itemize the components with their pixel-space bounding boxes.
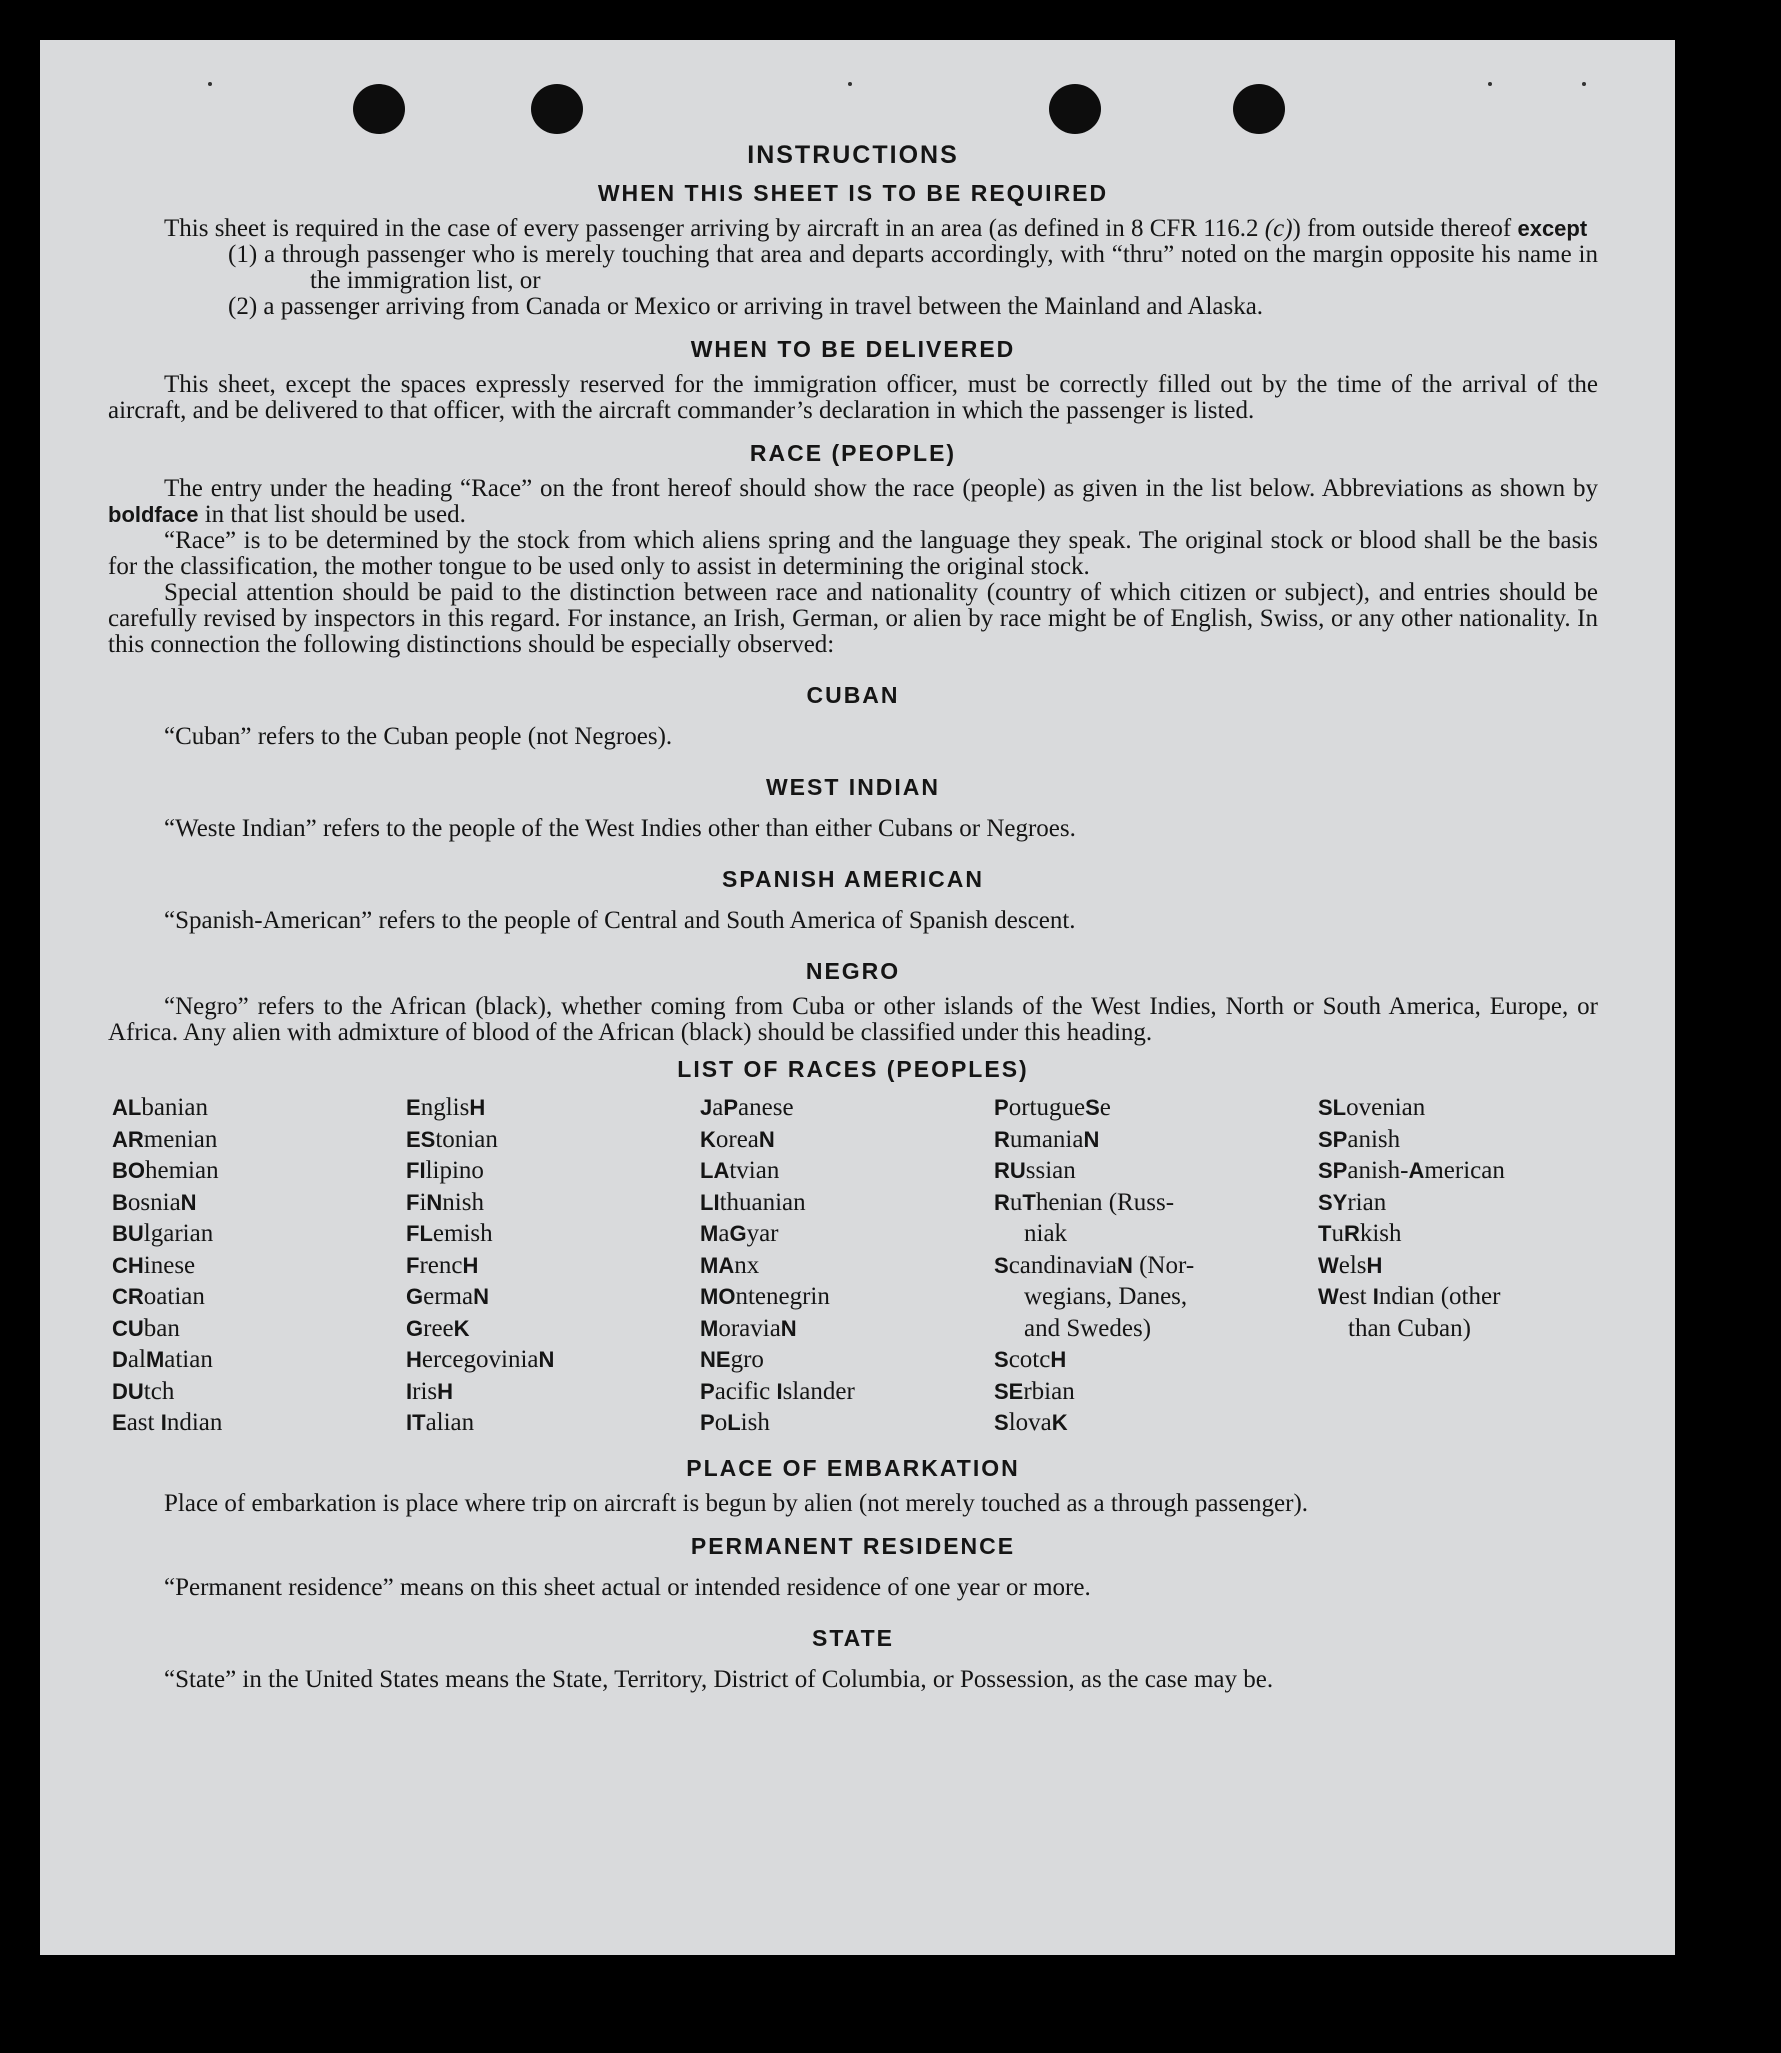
race-entry: TuRkish <box>1318 1220 1402 1247</box>
race-entry: FiNnish <box>406 1188 484 1216</box>
race-entry: East Indian <box>112 1409 223 1436</box>
race-entry: LIthuanian <box>700 1188 806 1216</box>
race-entry: wegians, Danes, <box>1024 1283 1188 1310</box>
race-entry: Pacific Islander <box>700 1377 855 1405</box>
section-heading-embarkation: PLACE OF EMBARKATION <box>686 1454 1020 1481</box>
races-column <box>700 1092 994 1439</box>
race-entry: HercegoviniaN <box>406 1346 555 1373</box>
race-entry: NEgro <box>700 1346 764 1373</box>
section-heading-cuban: CUBAN <box>806 682 900 708</box>
race-entry: than Cuban) <box>1348 1314 1471 1342</box>
race-entry: KoreaN <box>700 1125 775 1153</box>
race-entry: FIlipino <box>406 1157 484 1184</box>
race-entry: CHinese <box>112 1251 196 1279</box>
race-paragraph-3: Special attention should be paid to the distinction between race and nationality (country of which citizen or subject), and entries should be carefully revised by inspectors in this regard. For instance, an Irish, German, or alien by race might be of English, Swiss, or any other nationality. In this connection the following distinctions should be especially observed: <box>108 579 1598 658</box>
except-keyword: except <box>1517 216 1588 241</box>
races-list <box>112 1092 1598 1439</box>
race-entry: FLemish <box>406 1220 493 1247</box>
race-entry: CUban <box>112 1314 180 1342</box>
race-entry: ScotcH <box>994 1346 1067 1373</box>
race-entry: LAtvian <box>700 1157 780 1184</box>
race-entry: SPanish <box>1318 1125 1401 1153</box>
section-heading-races-list: LIST OF RACES (PEOPLES) <box>677 1056 1029 1082</box>
exception-item-1: (1) a through passenger who is merely touching that area and departs accordingly, with “thru” noted on the margin opposite his name in the immigration list, or <box>228 241 1598 294</box>
west-indian-text: “Weste Indian” refers to the people of the West Indies other than either Cubans or Negroes. <box>164 815 1076 842</box>
section-heading-delivered: WHEN TO BE DELIVERED <box>690 336 1016 362</box>
race-entry: BOhemian <box>112 1157 219 1184</box>
cfr-citation: (c) <box>1264 215 1293 242</box>
races-column <box>994 1092 1318 1439</box>
speck <box>1582 82 1586 86</box>
race-entry: MoraviaN <box>700 1314 797 1342</box>
race-entry: PoLish <box>700 1409 770 1436</box>
race-entry: RUssian <box>994 1157 1076 1184</box>
negro-text: “Negro” refers to the African (black), whether coming from Cuba or other islands of the West Indies, North or South America, Europe, or Africa. Any alien with admixture of blood of the African (black) should be classified under this heading. <box>108 993 1598 1046</box>
punch-hole <box>1233 84 1285 134</box>
race-entry: MaGyar <box>700 1220 779 1247</box>
speck <box>208 82 212 86</box>
race-entry: ITalian <box>406 1409 475 1436</box>
race-entry: WelsH <box>1318 1251 1383 1279</box>
speck <box>848 82 852 86</box>
cuban-text: “Cuban” refers to the Cuban people (not Negroes). <box>164 723 673 750</box>
document-sheet <box>40 40 1675 1955</box>
race-entry: FrencH <box>406 1251 479 1279</box>
instructions-content <box>108 140 1598 1693</box>
section-heading-race: RACE (PEOPLE) <box>749 440 957 466</box>
race-entry: BUlgarian <box>112 1220 214 1247</box>
delivered-text: This sheet, except the spaces expressly reserved for the immigration officer, must be correctly filled out by the time of the arrival of the aircraft, and be delivered to that officer, with the aircraft commander’s declaration in which the passenger is listed. <box>108 371 1598 424</box>
boldface-keyword: boldface <box>108 502 199 527</box>
race-paragraph-1: The entry under the heading “Race” on the front hereof should show the race (people) as given in the list below. Abbreviations as shown by boldface in that list should be used. <box>108 475 1598 528</box>
race-entry: West Indian (other <box>1318 1283 1501 1310</box>
races-column <box>112 1092 406 1439</box>
race-entry: GermaN <box>406 1283 489 1310</box>
race-entry: DUtch <box>112 1377 175 1405</box>
residence-text: “Permanent residence” means on this sheet actual or intended residence of one year or more. <box>164 1573 1091 1601</box>
section-heading-residence: PERMANENT RESIDENCE <box>690 1532 1016 1559</box>
punch-hole <box>1049 84 1101 134</box>
speck <box>1488 82 1492 86</box>
section-heading-required: WHEN THIS SHEET IS TO BE REQUIRED <box>597 180 1109 206</box>
race-entry: IrisH <box>406 1377 454 1405</box>
race-entry: SErbian <box>994 1377 1075 1405</box>
section-heading-negro: NEGRO <box>805 958 901 984</box>
race-entry: ARmenian <box>112 1125 218 1153</box>
section-heading-state: STATE <box>812 1624 894 1651</box>
race-entry: SlovaK <box>994 1409 1068 1436</box>
required-intro: This sheet is required in the case of every passenger arriving by aircraft in an area (as defined in 8 CFR 116.2 (c)) from outside thereof except <box>164 215 1588 242</box>
race-entry: PortugueSe <box>994 1094 1111 1121</box>
race-entry: DalMatian <box>112 1346 213 1373</box>
exception-item-2: (2) a passenger arriving from Canada or Mexico or arriving in travel between the Mainland and Alaska. <box>228 293 1264 320</box>
embarkation-text: Place of embarkation is place where trip on aircraft is begun by alien (not merely touched as a through passenger). <box>164 1489 1309 1517</box>
race-entry: JaPanese <box>700 1094 794 1121</box>
punch-hole <box>353 84 405 134</box>
race-entry: MOntenegrin <box>700 1283 830 1310</box>
race-entry: and Swedes) <box>1024 1314 1152 1342</box>
race-entry: CRoatian <box>112 1283 205 1310</box>
race-entry: SLovenian <box>1318 1094 1426 1121</box>
race-entry: SYrian <box>1318 1188 1387 1216</box>
race-entry: SPanish-American <box>1318 1157 1505 1184</box>
race-entry: niak <box>1024 1220 1068 1247</box>
race-entry: MAnx <box>700 1251 760 1279</box>
race-entry: BosniaN <box>112 1188 197 1216</box>
races-column <box>1318 1092 1598 1439</box>
races-column <box>406 1092 700 1439</box>
race-entry: EnglisH <box>406 1094 486 1121</box>
race-paragraph-2: “Race” is to be determined by the stock from which aliens spring and the language they speak. The original stock or blood shall be the basis for the classification, the mother tongue to be used only to assist in determining the original stock. <box>108 527 1598 580</box>
race-entry: RumaniaN <box>994 1125 1100 1153</box>
spanish-american-text: “Spanish-American” refers to the people of Central and South America of Spanish descent. <box>164 907 1076 934</box>
race-entry: RuThenian (Russ- <box>994 1188 1175 1216</box>
state-text: “State” in the United States means the State, Territory, District of Columbia, or Possession, as the case may be. <box>164 1665 1274 1693</box>
section-heading-spanish-american: SPANISH AMERICAN <box>721 866 984 892</box>
race-entry: GreeK <box>406 1314 470 1342</box>
punch-hole <box>531 84 583 134</box>
page-title: INSTRUCTIONS <box>747 141 959 169</box>
race-entry: ALbanian <box>112 1094 208 1121</box>
race-entry: ScandinaviaN (Nor- <box>994 1251 1195 1279</box>
race-entry: EStonian <box>406 1125 498 1153</box>
section-heading-west-indian: WEST INDIAN <box>765 774 941 800</box>
